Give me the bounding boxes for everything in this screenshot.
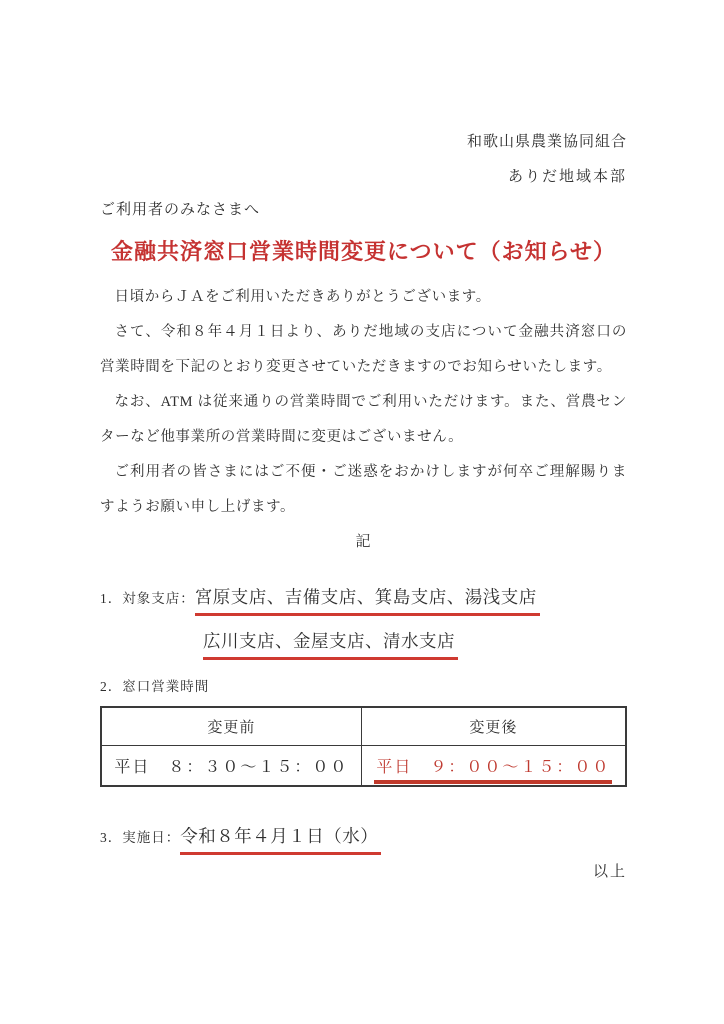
hours-table-header-row xyxy=(101,707,626,745)
item1-label: 1．対象支店： xyxy=(100,591,195,606)
item3-label: 3．実施日： xyxy=(100,830,181,845)
record-marker: 記 xyxy=(355,534,372,550)
effective-date-value: 令和８年４月１日（水） xyxy=(180,826,381,855)
header-after-change: 変更後 xyxy=(361,707,626,745)
paragraph-apology: ご利用者の皆さまにはご不便・ご迷惑をおかけしますが何卒ご理解賜りますようお願い申し上げます。 xyxy=(100,464,627,515)
notice-title: 金融共済窓口営業時間変更について（お知らせ） xyxy=(111,239,616,264)
after-hours-cell xyxy=(361,745,626,786)
item-business-hours xyxy=(100,675,627,696)
body-paragraphs xyxy=(100,280,627,525)
department-name: ありだ地域本部 xyxy=(507,169,627,185)
item2-label: 2．窓口営業時間 xyxy=(100,679,210,694)
hours-table-data-row xyxy=(101,745,626,786)
paragraph-change-announcement: さて、令和８年４月１日より、ありだ地域の支店について金融共済窓口の営業時間を下記のとおり変更させていただきますのでお知らせいたします。 xyxy=(100,324,627,375)
hours-table xyxy=(100,706,627,787)
closing-marker: 以上 xyxy=(592,864,627,880)
after-hours-value: 平日 ９：００～１５：００ xyxy=(374,759,612,784)
item-effective-date xyxy=(100,823,627,848)
header-before-change: 変更前 xyxy=(101,707,361,745)
branches-line2: 広川支店、金屋支店、清水支店 xyxy=(203,631,458,660)
paragraph-atm-note: なお、ATM は従来通りの営業時間でご利用いただけます。また、営農センターなど他事業所の営業時間に変更はございません。 xyxy=(100,394,627,445)
item-target-branches xyxy=(100,584,627,609)
organization-name: 和歌山県農業協同組合 xyxy=(466,134,627,150)
paragraph-greeting: 日頃からＪＡをご利用いただきありがとうございます。 xyxy=(114,289,491,305)
item-target-branches-continued xyxy=(203,628,627,653)
before-hours-cell: 平日 ８：３０～１５：００ xyxy=(101,745,361,786)
addressee-line: ご利用者のみなさまへ xyxy=(100,202,261,218)
branches-line1: 宮原支店、吉備支店、箕島支店、湯浅支店 xyxy=(195,587,540,616)
